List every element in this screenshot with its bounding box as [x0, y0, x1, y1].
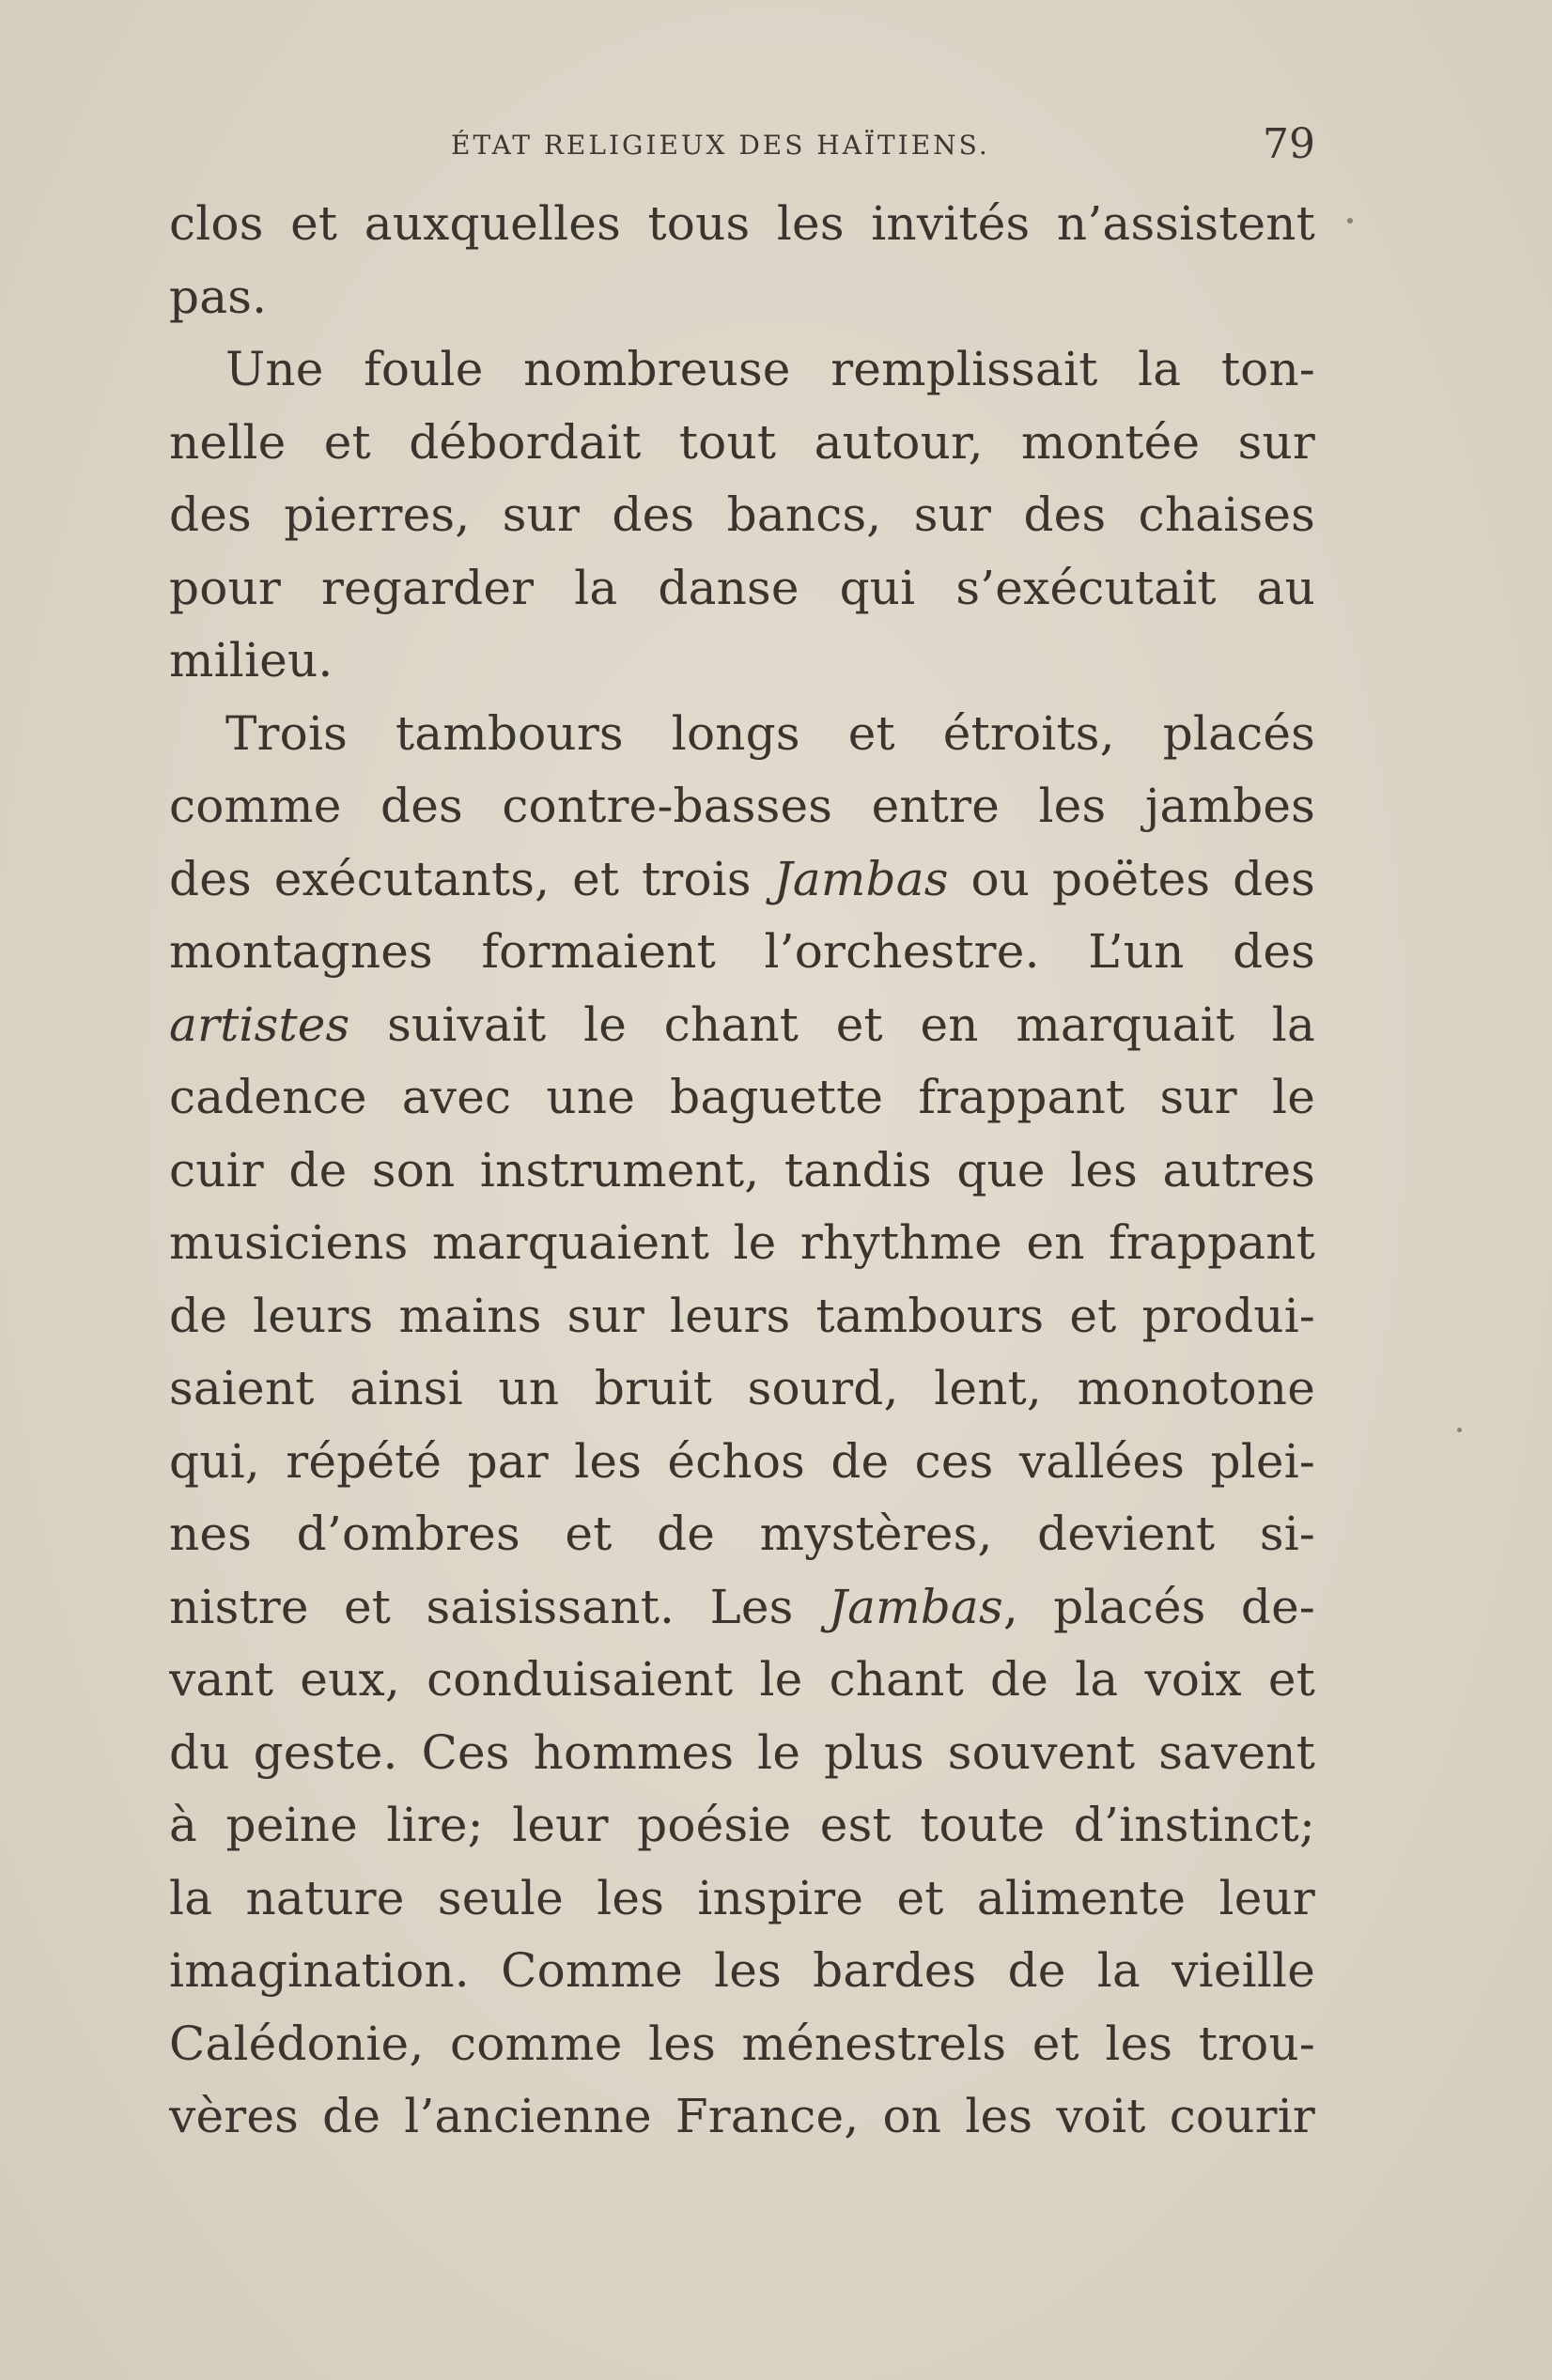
text-span: Une foule nombreuse remplissait la ton- [225, 342, 1315, 396]
text-span: du geste. Ces hommes le plus souvent savent [169, 1724, 1315, 1780]
text-line [169, 916, 1315, 989]
text-span: pas. [169, 269, 268, 324]
text-line [169, 479, 1315, 552]
text-span: nes d’ombres et de mystères, devient si- [169, 1507, 1315, 1561]
text-span: cadence avec une baguette frappant sur le [169, 1070, 1315, 1124]
text-span: pour regarder la danse qui s’exécutait au [169, 560, 1315, 615]
text-line [169, 1426, 1315, 1499]
text-span: montagnes formaient l’orchestre. L’un des [169, 924, 1315, 979]
text-span: Trois tambours longs et étroits, placés [225, 705, 1315, 761]
text-span: qui, répété par les échos de ces vallées plei- [169, 1433, 1315, 1489]
italic-term: artistes [169, 997, 350, 1052]
text-line [169, 698, 1315, 771]
text-line [169, 333, 1315, 407]
text-line [169, 1498, 1315, 1571]
text-span: des pierres, sur des bancs, sur des chaises [169, 487, 1315, 542]
paper-speck [1347, 218, 1353, 224]
text-line [169, 552, 1315, 626]
running-title: ÉTAT RELIGIEUX DES HAÏTIENS. [451, 130, 990, 161]
text-line [169, 989, 1315, 1062]
body-text [169, 188, 1315, 2154]
text-span: imagination. Comme les bardes de la vieille [169, 1943, 1315, 1998]
text-line [169, 1717, 1315, 1790]
text-line [169, 1280, 1315, 1353]
text-span: cuir de son instrument, tandis que les autres [169, 1142, 1315, 1198]
italic-term: Jambas [773, 851, 949, 906]
text-line [169, 261, 1315, 334]
text-line [169, 188, 1315, 261]
running-head [169, 120, 1315, 167]
italic-term: Jambas [828, 1579, 1003, 1634]
text-span: des exécutants, et trois [169, 851, 774, 906]
text-span: nelle et débordait tout autour, montée sur [169, 414, 1315, 470]
paper-speck [1457, 1428, 1462, 1432]
text-line [169, 843, 1315, 917]
text-line [169, 2008, 1315, 2081]
text-line [169, 770, 1315, 843]
text-span: à peine lire; leur poésie est toute d’instinct; [169, 1798, 1315, 1852]
page-number: 79 [1263, 120, 1315, 168]
text-span: vant eux, conduisaient le chant de la voix et [169, 1652, 1315, 1707]
text-span: ou poëtes des [948, 851, 1315, 906]
text-line [169, 1207, 1315, 1280]
text-span: clos et auxquelles tous les invités n’assistent [169, 196, 1315, 251]
text-span: Calédonie, comme les ménestrels et les trou- [169, 2016, 1315, 2071]
text-span: , placés de- [1002, 1579, 1315, 1634]
text-span: milieu. [169, 633, 334, 688]
text-line [169, 1571, 1315, 1645]
text-line [169, 1862, 1315, 1936]
text-span: comme des contre-basses entre les jambes [169, 779, 1315, 833]
text-line [169, 1061, 1315, 1135]
text-line [169, 1644, 1315, 1717]
text-line [169, 1352, 1315, 1426]
text-span: saient ainsi un bruit sourd, lent, monotone [169, 1361, 1315, 1415]
text-span: musiciens marquaient le rhythme en frappant [169, 1215, 1315, 1270]
text-line [169, 407, 1315, 480]
text-line [169, 1935, 1315, 2008]
text-line [169, 1135, 1315, 1208]
text-line [169, 2080, 1315, 2154]
text-span: nistre et saisissant. Les [169, 1579, 829, 1634]
text-line [169, 625, 1315, 698]
text-line [169, 1789, 1315, 1862]
text-span: vères de l’ancienne France, on les voit courir [169, 2089, 1315, 2143]
text-span: suivait le chant et en marquait la [349, 997, 1315, 1052]
text-span: la nature seule les inspire et alimente leur [169, 1870, 1315, 1925]
text-span: de leurs mains sur leurs tambours et produi- [169, 1288, 1315, 1343]
